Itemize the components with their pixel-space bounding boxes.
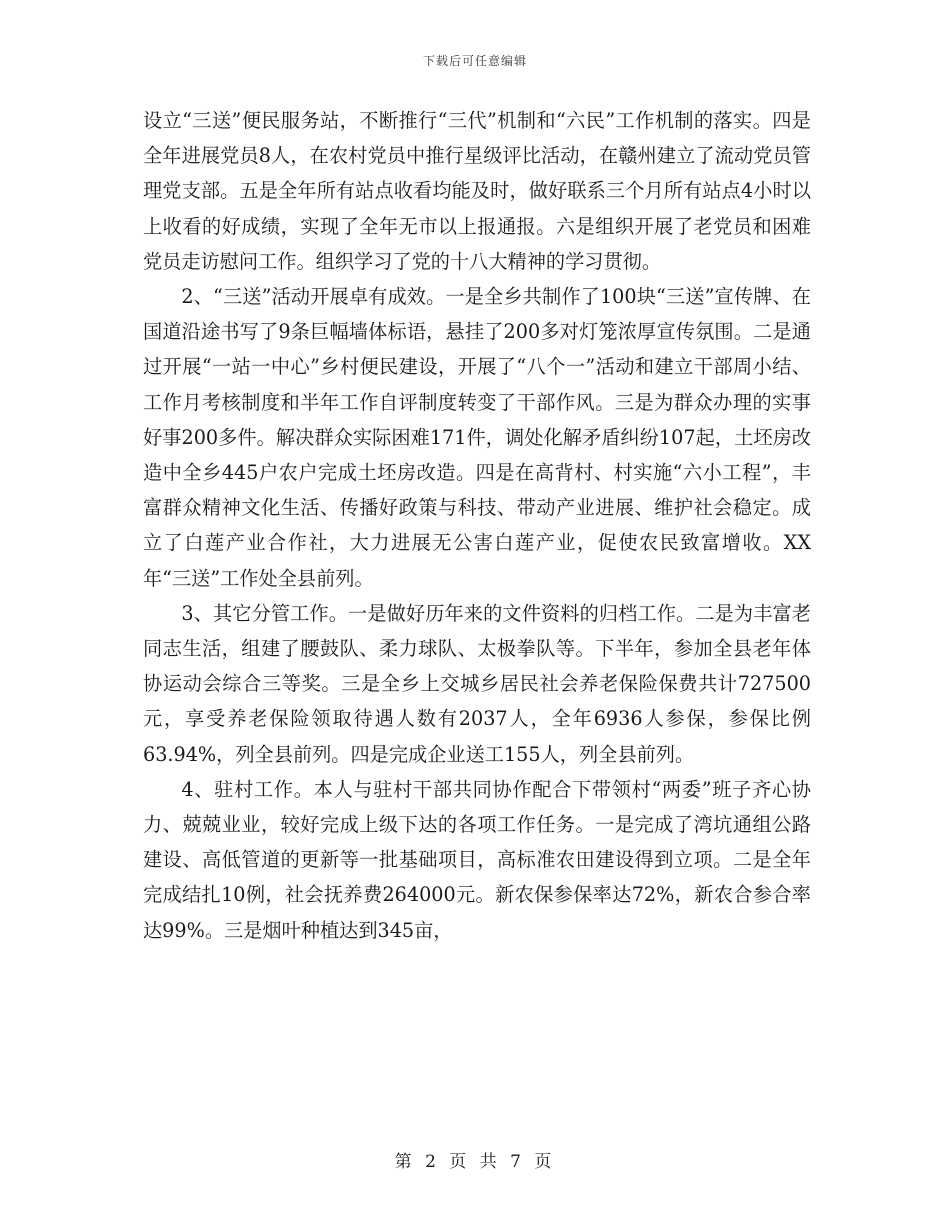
page-header: 下载后可任意编辑 bbox=[422, 54, 527, 68]
page-number-footer: 第 2 页 共 7 页 bbox=[394, 1152, 556, 1172]
paragraph-sansong-activities: 2、“三送”活动开展卓有成效。一是全乡共制作了100块“三送”宣传牌、在国道沿途书写了9条巨幅墙体标语，悬挂了200多对灯笼浓厚宣传氛围。二是通过开展“一站一中心”乡村便民建设，开展了“八个一”活动和建立干部周小结、工作月考核制度和半年工作自评制度转变了干部作风。三是为群众办理的实事好事200多件。解决群众实际困难171件，调处化解矛盾纠纷107起，土坯房改造中全乡445户农户完成土坯房改造。四是在高背村、村实施“六小工程”，丰富群众精神文化生活、传播好政策与科技、带动产业进展、维护社会稳定。成立了白莲产业合作社，大力进展无公害白莲产业，促使农民致富增收。XX年“三送”工作处全县前列。 bbox=[143, 285, 811, 590]
paragraph-other-work: 3、其它分管工作。一是做好历年来的文件资料的归档工作。二是为丰富老同志生活，组建了腰鼓队、柔力球队、太极拳队等。下半年，参加全县老年体协运动会综合三等奖。三是全乡上交城乡居民社会养老保险保费共计727500元，享受养老保险领取待遇人数有2037人，全年6936人参保，参保比例63.94%，列全县前列。四是完成企业送工155人，列全县前列。 bbox=[143, 601, 811, 766]
document-body bbox=[143, 103, 811, 948]
paragraph-continuation: 设立“三送”便民服务站，不断推行“三代”机制和“六民”工作机制的落实。四是全年进展党员8人，在农村党员中推行星级评比活动，在赣州建立了流动党员管理党支部。五是全年所有站点收看均能及时，做好联系三个月所有站点4小时以上收看的好成绩，实现了全年无市以上报通报。六是组织开展了老党员和困难党员走访慰问工作。组织学习了党的十八大精神的学习贯彻。 bbox=[143, 109, 811, 273]
paragraph-village-work: 4、驻村工作。本人与驻村干部共同协作配合下带领村“两委”班子齐心协力、兢兢业业，较好完成上级下达的各项工作任务。一是完成了湾坑通组公路建设、高低管道的更新等一批基础项目，高标准农田建设得到立项。二是全年完成结扎10例，社会抚养费264000元。新农保参保率达72%，新农合参合率达99%。三是烟叶种植达到345亩， bbox=[143, 777, 811, 942]
